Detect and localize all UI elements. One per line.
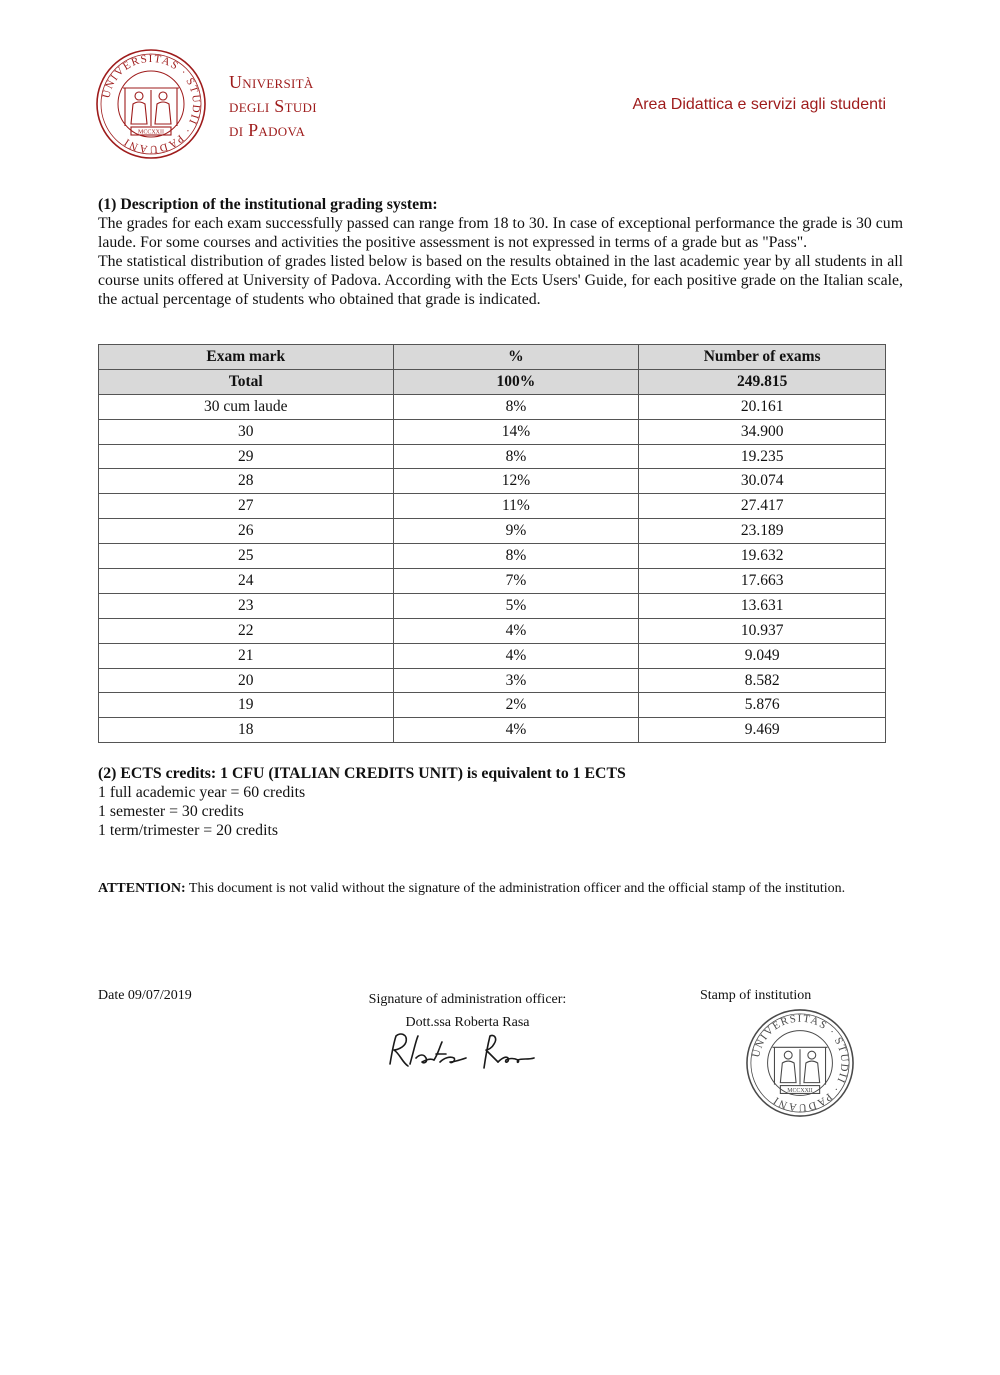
table-row	[99, 469, 886, 494]
table-cell: 8.582	[639, 668, 886, 693]
university-name	[229, 70, 317, 142]
table-cell: 14%	[393, 419, 639, 444]
table-cell: 249.815	[639, 369, 886, 394]
table-cell: 8%	[393, 544, 639, 569]
handwritten-signature	[380, 1028, 550, 1080]
table-cell: 9.469	[639, 718, 886, 743]
table-cell: 20	[99, 668, 394, 693]
signature-name: Dott.ssa Roberta Rasa	[405, 1015, 530, 1030]
svg-text:MCCXXII: MCCXXII	[787, 1087, 813, 1094]
table-cell: 27.417	[639, 494, 886, 519]
column-header: %	[393, 345, 639, 370]
table-row	[99, 643, 886, 668]
credits-line: 1 term/trimester = 20 credits	[98, 822, 278, 839]
table-total-row	[99, 369, 886, 394]
grading-description	[98, 195, 903, 309]
credits-line: 1 full academic year = 60 credits	[98, 784, 306, 801]
table-cell: 3%	[393, 668, 639, 693]
credits-line: 1 semester = 30 credits	[98, 803, 244, 820]
table-cell: 19.632	[639, 544, 886, 569]
table-cell: 11%	[393, 494, 639, 519]
table-cell: 29	[99, 444, 394, 469]
table-cell: 30	[99, 419, 394, 444]
table-row	[99, 569, 886, 594]
table-cell: 24	[99, 569, 394, 594]
institution-stamp	[745, 1008, 855, 1118]
table-cell: Total	[99, 369, 394, 394]
table-cell: 5.876	[639, 693, 886, 718]
table-cell: 2%	[393, 693, 639, 718]
table-cell: 23.189	[639, 519, 886, 544]
table-row	[99, 718, 886, 743]
stamp-label: Stamp of institution	[700, 988, 812, 1003]
svg-text:UNIVERSITAS · STUDII · PADUANI: UNIVERSITAS · STUDII · PADUANI	[750, 1012, 851, 1114]
column-header: Number of exams	[639, 345, 886, 370]
table-cell: 9.049	[639, 643, 886, 668]
grades-table	[98, 344, 886, 743]
table-cell: 12%	[393, 469, 639, 494]
table-cell: 23	[99, 593, 394, 618]
area-title: Area Didattica e servizi agli studenti	[632, 96, 886, 113]
svg-text:MCCXXII: MCCXXII	[137, 129, 165, 136]
table-header-row	[99, 345, 886, 370]
table-cell: 8%	[393, 444, 639, 469]
table-row	[99, 419, 886, 444]
table-row	[99, 668, 886, 693]
university-seal-logo	[95, 48, 207, 160]
table-row	[99, 693, 886, 718]
table-cell: 17.663	[639, 569, 886, 594]
table-row	[99, 519, 886, 544]
table-cell: 22	[99, 618, 394, 643]
table-cell: 5%	[393, 593, 639, 618]
university-name-line: degli Studi	[229, 96, 317, 116]
table-cell: 26	[99, 519, 394, 544]
attention-label: ATTENTION:	[98, 881, 186, 896]
table-cell: 25	[99, 544, 394, 569]
table-cell: 19.235	[639, 444, 886, 469]
section1-paragraph: The statistical distribution of grades listed below is based on the results obtained in the last academic year by all students in all course units offered at University of Padova. According with the Ects Users' Guide, for each positive grade on the Italian scale, the actual percentage of students who obtained that grade is indicated.	[98, 253, 903, 308]
attention-text: This document is not valid without the signature of the administration officer and the official stamp of the institution.	[185, 881, 846, 896]
university-name-line: Università	[229, 72, 314, 92]
table-cell: 20.161	[639, 394, 886, 419]
document-date: Date 09/07/2019	[98, 988, 192, 1003]
signature-label: Signature of administration officer:	[368, 992, 567, 1007]
table-row	[99, 544, 886, 569]
table-cell: 21	[99, 643, 394, 668]
table-cell: 100%	[393, 369, 639, 394]
table-row	[99, 444, 886, 469]
table-cell: 4%	[393, 618, 639, 643]
table-cell: 4%	[393, 718, 639, 743]
table-cell: 8%	[393, 394, 639, 419]
university-name-line: di Padova	[229, 120, 306, 140]
table-row	[99, 494, 886, 519]
table-cell: 13.631	[639, 593, 886, 618]
section2-heading: (2) ECTS credits: 1 CFU (ITALIAN CREDITS UNIT) is equivalent to 1 ECTS	[98, 765, 626, 782]
table-cell: 7%	[393, 569, 639, 594]
ects-credits	[98, 764, 903, 840]
table-cell: 27	[99, 494, 394, 519]
table-cell: 19	[99, 693, 394, 718]
table-cell: 30 cum laude	[99, 394, 394, 419]
table-cell: 28	[99, 469, 394, 494]
table-row	[99, 394, 886, 419]
table-row	[99, 593, 886, 618]
section1-paragraph: The grades for each exam successfully passed can range from 18 to 30. In case of exceptional performance the grade is 30 cum laude. For some courses and activities the positive assessment is not expressed in terms of a grade but as "Pass".	[98, 215, 903, 251]
table-cell: 34.900	[639, 419, 886, 444]
svg-text:UNIVERSITAS · STUDII · PADUANI: UNIVERSITAS · STUDII · PADUANI	[100, 52, 203, 156]
table-row	[99, 618, 886, 643]
table-cell: 10.937	[639, 618, 886, 643]
section1-heading: (1) Description of the institutional grading system:	[98, 196, 438, 213]
table-cell: 30.074	[639, 469, 886, 494]
attention-notice	[98, 880, 903, 898]
table-cell: 4%	[393, 643, 639, 668]
column-header: Exam mark	[99, 345, 394, 370]
table-cell: 18	[99, 718, 394, 743]
table-cell: 9%	[393, 519, 639, 544]
